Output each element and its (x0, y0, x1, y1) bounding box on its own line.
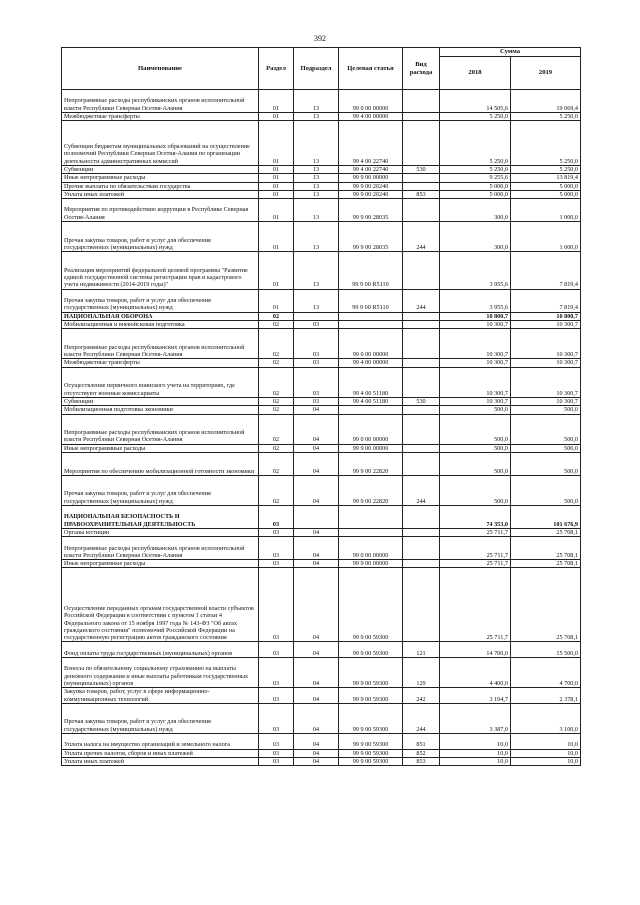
cell-name: Осуществление первичного воинского учета на территориях, где отсутствуют военные комиссариаты (62, 367, 259, 397)
cell-section: 01 (259, 112, 294, 120)
cell-sum-2019: 10 300,7 (511, 329, 581, 359)
cell-exp-type: 530 (403, 165, 440, 173)
cell-subsection: 04 (294, 568, 339, 642)
cell-name: Уплата иных платежей (62, 757, 259, 765)
cell-section: 03 (259, 703, 294, 733)
header-name: Наименование (62, 48, 259, 90)
table-row (62, 90, 581, 113)
cell-name: Прочие выплаты по обязательствам государства (62, 182, 259, 190)
cell-sum-2018: 5 250,0 (440, 165, 511, 173)
cell-target: 99 9 00 20240 (339, 190, 403, 198)
cell-target: 99 9 00 59300 (339, 757, 403, 765)
cell-sum-2019: 4 700,0 (511, 658, 581, 688)
cell-sum-2018: 14 505,6 (440, 90, 511, 113)
cell-name: Взносы по обязательному социальному страхованию на выплаты денежного содержания и иные выплаты работникам государственных (муниципальных) органов (62, 658, 259, 688)
cell-exp-type: 530 (403, 397, 440, 405)
cell-target: 99 9 00 28035 (339, 199, 403, 222)
cell-section: 02 (259, 312, 294, 320)
cell-sum-2019: 1 000,0 (511, 199, 581, 222)
cell-name: Мобилизационная подготовка экономики (62, 406, 259, 414)
cell-subsection: 04 (294, 757, 339, 765)
cell-sum-2018: 300,0 (440, 222, 511, 252)
cell-section: 02 (259, 367, 294, 397)
cell-sum-2019: 5 000,0 (511, 182, 581, 190)
cell-subsection (294, 312, 339, 320)
cell-sum-2019: 25 708,1 (511, 528, 581, 536)
table-row (62, 199, 581, 222)
cell-name: НАЦИОНАЛЬНАЯ БЕЗОПАСНОСТЬ И ПРАВООХРАНИТЕЛЬНАЯ ДЕЯТЕЛЬНОСТЬ (62, 506, 259, 529)
cell-section: 01 (259, 199, 294, 222)
cell-sum-2019: 500,0 (511, 452, 581, 475)
cell-target: 99 9 00 59300 (339, 734, 403, 750)
cell-target: 99 9 00 20240 (339, 182, 403, 190)
cell-exp-type (403, 199, 440, 222)
table-row (62, 222, 581, 252)
cell-sum-2018: 300,0 (440, 199, 511, 222)
cell-section: 03 (259, 688, 294, 704)
cell-target: 99 0 00 00000 (339, 329, 403, 359)
cell-subsection: 04 (294, 537, 339, 560)
cell-target: 99 4 00 22740 (339, 165, 403, 173)
cell-section: 01 (259, 182, 294, 190)
header-subsection: Подраздел (294, 48, 339, 90)
cell-sum-2018: 3 955,6 (440, 252, 511, 290)
table-row (62, 182, 581, 190)
cell-section: 01 (259, 252, 294, 290)
cell-sum-2019: 500,0 (511, 475, 581, 505)
table-row (62, 506, 581, 529)
cell-name: Непрограммные расходы республиканских органов исполнительной власти Республики Северная Осетия-Алания (62, 414, 259, 444)
header-section: Раздел (259, 48, 294, 90)
cell-sum-2019: 10,0 (511, 734, 581, 750)
cell-exp-type (403, 528, 440, 536)
cell-subsection: 13 (294, 182, 339, 190)
cell-name: Осуществление переданных органам государственной власти субъектов Российской Федерации в соответствии с пунктом 1 статьи 4 Федерального закона от 15 ноября 1997 года № 143-ФЗ "Об актах гражданского состояния" полномочий Российской Федерации на государственную регистрацию актов гражданского состояния (62, 568, 259, 642)
cell-exp-type: 121 (403, 642, 440, 658)
cell-target: 99 9 00 22820 (339, 475, 403, 505)
table-row (62, 444, 581, 452)
cell-exp-type: 852 (403, 749, 440, 757)
cell-sum-2018: 3 194,7 (440, 688, 511, 704)
cell-sum-2018: 25 711,7 (440, 560, 511, 568)
cell-exp-type: 851 (403, 734, 440, 750)
table-row (62, 528, 581, 536)
cell-section: 01 (259, 222, 294, 252)
cell-section: 03 (259, 658, 294, 688)
cell-sum-2019: 101 676,9 (511, 506, 581, 529)
cell-section: 02 (259, 320, 294, 328)
cell-name: Прочая закупка товаров, работ и услуг для обеспечения государственных (муниципальных) нужд (62, 703, 259, 733)
cell-subsection: 04 (294, 560, 339, 568)
table-row (62, 112, 581, 120)
cell-target (339, 528, 403, 536)
table-row (62, 537, 581, 560)
cell-sum-2019: 10,0 (511, 749, 581, 757)
cell-name: Прочая закупка товаров, работ и услуг для обеспечения государственных (муниципальных) нужд (62, 222, 259, 252)
table-row (62, 320, 581, 328)
cell-target: 99 9 00 59300 (339, 642, 403, 658)
cell-subsection: 04 (294, 749, 339, 757)
cell-subsection: 04 (294, 444, 339, 452)
cell-target: 99 9 00 59300 (339, 749, 403, 757)
cell-section: 03 (259, 757, 294, 765)
table-row (62, 703, 581, 733)
cell-sum-2018: 5 000,0 (440, 190, 511, 198)
cell-exp-type: 853 (403, 757, 440, 765)
table-row (62, 658, 581, 688)
cell-subsection: 13 (294, 222, 339, 252)
cell-sum-2018: 10 300,7 (440, 367, 511, 397)
cell-subsection: 13 (294, 252, 339, 290)
cell-target: 99 9 00 00000 (339, 560, 403, 568)
cell-sum-2019: 25 708,1 (511, 560, 581, 568)
cell-target: 99 9 00 R5110 (339, 252, 403, 290)
table-row (62, 475, 581, 505)
cell-section: 03 (259, 528, 294, 536)
cell-sum-2019: 10 300,7 (511, 397, 581, 405)
cell-subsection: 04 (294, 658, 339, 688)
cell-exp-type (403, 560, 440, 568)
cell-subsection: 04 (294, 452, 339, 475)
cell-name: Уплата иных платежей (62, 190, 259, 198)
cell-name: НАЦИОНАЛЬНАЯ ОБОРОНА (62, 312, 259, 320)
cell-subsection: 04 (294, 406, 339, 414)
table-row (62, 414, 581, 444)
cell-target: 99 9 00 59300 (339, 688, 403, 704)
cell-exp-type: 853 (403, 190, 440, 198)
cell-sum-2018: 9 255,6 (440, 174, 511, 182)
header-2019: 2019 (511, 57, 581, 90)
header-sum: Сумма (440, 48, 581, 57)
cell-sum-2019: 7 819,4 (511, 252, 581, 290)
cell-name: Межбюджетные трансферты (62, 359, 259, 367)
cell-section: 01 (259, 174, 294, 182)
cell-subsection: 04 (294, 528, 339, 536)
cell-sum-2018: 500,0 (440, 475, 511, 505)
cell-sum-2018: 500,0 (440, 444, 511, 452)
cell-section: 01 (259, 165, 294, 173)
cell-name: Прочая закупка товаров, работ и услуг для обеспечения государственных (муниципальных) нужд (62, 475, 259, 505)
cell-target (339, 320, 403, 328)
cell-section: 02 (259, 452, 294, 475)
table-row (62, 165, 581, 173)
table-row (62, 642, 581, 658)
cell-target: 99 4 00 51180 (339, 367, 403, 397)
header-2018: 2018 (440, 57, 511, 90)
cell-sum-2019: 500,0 (511, 414, 581, 444)
cell-subsection: 04 (294, 475, 339, 505)
cell-sum-2018: 3 387,0 (440, 703, 511, 733)
cell-subsection: 04 (294, 642, 339, 658)
cell-subsection: 03 (294, 329, 339, 359)
table-row (62, 252, 581, 290)
cell-name: Непрограммные расходы республиканских органов исполнительной власти Республики Северная Осетия-Алания (62, 537, 259, 560)
cell-sum-2018: 74 353,0 (440, 506, 511, 529)
cell-exp-type (403, 568, 440, 642)
cell-name: Мероприятия по противодействию коррупции в Республике Северная Осетия-Алания (62, 199, 259, 222)
cell-target: 99 9 00 22820 (339, 452, 403, 475)
cell-section: 03 (259, 749, 294, 757)
header-exp-type: Вид расхода (403, 48, 440, 90)
cell-name: Непрограммные расходы республиканских органов исполнительной власти Республики Северная Осетия-Алания (62, 329, 259, 359)
cell-sum-2018: 10 300,7 (440, 320, 511, 328)
cell-name: Субвенции бюджетам муниципальных образований на осуществление полномочий Республики Северная Осетия-Алания по организации деятельности административных комиссий (62, 121, 259, 166)
cell-sum-2019: 500,0 (511, 444, 581, 452)
cell-subsection (294, 506, 339, 529)
cell-subsection: 04 (294, 414, 339, 444)
cell-name: Иные непрограммные расходы (62, 174, 259, 182)
cell-sum-2019: 15 500,0 (511, 642, 581, 658)
table-row (62, 190, 581, 198)
cell-name: Уплата налога на имущество организаций и земельного налога (62, 734, 259, 750)
cell-name: Фонд оплаты труда государственных (муниципальных) органов (62, 642, 259, 658)
budget-table (61, 47, 581, 766)
table-row (62, 749, 581, 757)
cell-exp-type: 244 (403, 289, 440, 312)
cell-target: 99 0 00 00000 (339, 414, 403, 444)
cell-sum-2018: 3 955,6 (440, 289, 511, 312)
cell-sum-2018: 4 400,0 (440, 658, 511, 688)
cell-exp-type (403, 90, 440, 113)
cell-exp-type (403, 367, 440, 397)
cell-sum-2018: 14 700,0 (440, 642, 511, 658)
cell-exp-type (403, 537, 440, 560)
table-row (62, 757, 581, 765)
cell-exp-type (403, 506, 440, 529)
cell-section: 01 (259, 190, 294, 198)
cell-target: 99 9 00 59300 (339, 568, 403, 642)
cell-exp-type (403, 414, 440, 444)
cell-subsection: 04 (294, 688, 339, 704)
cell-sum-2019: 7 819,4 (511, 289, 581, 312)
cell-exp-type (403, 252, 440, 290)
cell-sum-2018: 25 711,7 (440, 537, 511, 560)
cell-name: Межбюджетные трансферты (62, 112, 259, 120)
cell-sum-2019: 5 000,0 (511, 190, 581, 198)
cell-exp-type: 242 (403, 688, 440, 704)
cell-exp-type: 129 (403, 658, 440, 688)
cell-name: Иные непрограммные расходы (62, 444, 259, 452)
table-row (62, 452, 581, 475)
cell-sum-2018: 500,0 (440, 414, 511, 444)
cell-subsection: 13 (294, 190, 339, 198)
cell-exp-type (403, 174, 440, 182)
cell-name: Мероприятия по обеспечению мобилизационной готовности экономики (62, 452, 259, 475)
cell-name: Органы юстиции (62, 528, 259, 536)
cell-section: 03 (259, 568, 294, 642)
cell-exp-type: 244 (403, 222, 440, 252)
cell-sum-2019: 13 819,4 (511, 174, 581, 182)
cell-sum-2018: 5 250,0 (440, 121, 511, 166)
table-row (62, 121, 581, 166)
cell-exp-type: 244 (403, 475, 440, 505)
cell-name: Реализация мероприятий федеральной целевой программы "Развитие единой государственной системы регистрации прав и кадастрового учета недвижимости (2014-2019 годы)" (62, 252, 259, 290)
cell-section: 02 (259, 475, 294, 505)
cell-sum-2019: 5 250,0 (511, 165, 581, 173)
cell-name: Субвенции (62, 165, 259, 173)
cell-exp-type (403, 329, 440, 359)
cell-exp-type: 244 (403, 703, 440, 733)
cell-target: 99 4 00 00000 (339, 359, 403, 367)
cell-section: 03 (259, 537, 294, 560)
cell-sum-2018: 10 300,7 (440, 359, 511, 367)
cell-section: 01 (259, 90, 294, 113)
table-body (62, 90, 581, 766)
cell-sum-2018: 10 300,7 (440, 397, 511, 405)
cell-exp-type (403, 312, 440, 320)
cell-target: 99 9 00 59300 (339, 658, 403, 688)
cell-target: 99 0 00 00000 (339, 90, 403, 113)
cell-section: 02 (259, 397, 294, 405)
cell-subsection: 04 (294, 734, 339, 750)
cell-name: Иные непрограммные расходы (62, 560, 259, 568)
cell-exp-type (403, 359, 440, 367)
cell-sum-2019: 10,0 (511, 757, 581, 765)
cell-target: 99 4 00 51180 (339, 397, 403, 405)
cell-target: 99 0 00 00000 (339, 537, 403, 560)
cell-section: 01 (259, 121, 294, 166)
cell-section: 02 (259, 329, 294, 359)
table-row (62, 560, 581, 568)
cell-section: 02 (259, 444, 294, 452)
cell-subsection: 04 (294, 703, 339, 733)
table-row (62, 688, 581, 704)
cell-target: 99 9 00 28035 (339, 222, 403, 252)
cell-sum-2018: 5 250,0 (440, 112, 511, 120)
cell-subsection: 03 (294, 367, 339, 397)
table-row (62, 568, 581, 642)
cell-name: Уплата прочих налогов, сборов и иных платежей (62, 749, 259, 757)
cell-target (339, 506, 403, 529)
table-row (62, 359, 581, 367)
cell-name: Субвенции (62, 397, 259, 405)
table-row (62, 734, 581, 750)
table-row (62, 406, 581, 414)
cell-subsection: 03 (294, 397, 339, 405)
cell-target: 99 9 00 00000 (339, 174, 403, 182)
cell-section: 02 (259, 406, 294, 414)
cell-sum-2019: 2 378,1 (511, 688, 581, 704)
cell-section: 03 (259, 734, 294, 750)
table-row (62, 289, 581, 312)
cell-name: Мобилизационная и вневойсковая подготовка (62, 320, 259, 328)
cell-sum-2019: 25 708,1 (511, 537, 581, 560)
cell-sum-2019: 3 100,0 (511, 703, 581, 733)
table-row (62, 329, 581, 359)
cell-section: 03 (259, 560, 294, 568)
cell-sum-2018: 10 300,7 (440, 329, 511, 359)
cell-section: 03 (259, 506, 294, 529)
cell-subsection: 13 (294, 165, 339, 173)
cell-section: 01 (259, 289, 294, 312)
cell-exp-type (403, 444, 440, 452)
cell-target: 99 9 00 00000 (339, 444, 403, 452)
cell-sum-2019: 10 800,7 (511, 312, 581, 320)
cell-exp-type (403, 406, 440, 414)
cell-sum-2018: 25 711,7 (440, 568, 511, 642)
cell-subsection: 13 (294, 121, 339, 166)
cell-target: 99 9 00 59300 (339, 703, 403, 733)
cell-sum-2019: 19 069,4 (511, 90, 581, 113)
cell-sum-2019: 5 250,0 (511, 112, 581, 120)
cell-sum-2019: 25 708,1 (511, 568, 581, 642)
cell-subsection: 13 (294, 112, 339, 120)
cell-exp-type (403, 112, 440, 120)
cell-exp-type (403, 121, 440, 166)
cell-sum-2018: 5 000,0 (440, 182, 511, 190)
cell-name: Закупка товаров, работ, услуг в сфере информационно-коммуникационных технологий (62, 688, 259, 704)
cell-subsection: 03 (294, 359, 339, 367)
cell-sum-2018: 10,0 (440, 734, 511, 750)
cell-sum-2018: 10,0 (440, 757, 511, 765)
cell-sum-2018: 25 711,7 (440, 528, 511, 536)
cell-subsection: 13 (294, 174, 339, 182)
cell-section: 02 (259, 359, 294, 367)
header-target: Целевая статья (339, 48, 403, 90)
cell-exp-type (403, 452, 440, 475)
page-number: 392 (314, 34, 326, 43)
cell-target (339, 406, 403, 414)
cell-subsection: 13 (294, 289, 339, 312)
cell-target: 99 4 00 22740 (339, 121, 403, 166)
cell-target: 99 9 00 R5110 (339, 289, 403, 312)
cell-target: 99 4 00 00000 (339, 112, 403, 120)
cell-sum-2018: 10,0 (440, 749, 511, 757)
cell-exp-type (403, 320, 440, 328)
table-row (62, 367, 581, 397)
cell-sum-2019: 10 300,7 (511, 367, 581, 397)
table-row (62, 397, 581, 405)
cell-sum-2019: 10 300,7 (511, 359, 581, 367)
cell-section: 03 (259, 642, 294, 658)
cell-sum-2018: 10 800,7 (440, 312, 511, 320)
cell-target (339, 312, 403, 320)
cell-section: 02 (259, 414, 294, 444)
cell-name: Прочая закупка товаров, работ и услуг для обеспечения государственных (муниципальных) нужд (62, 289, 259, 312)
cell-sum-2018: 500,0 (440, 406, 511, 414)
cell-sum-2019: 500,0 (511, 406, 581, 414)
cell-sum-2019: 1 000,0 (511, 222, 581, 252)
cell-sum-2018: 500,0 (440, 452, 511, 475)
cell-subsection: 03 (294, 320, 339, 328)
cell-subsection: 13 (294, 199, 339, 222)
cell-sum-2019: 10 300,7 (511, 320, 581, 328)
cell-subsection: 13 (294, 90, 339, 113)
cell-name: Непрограммные расходы республиканских органов исполнительной власти Республики Северная Осетия-Алания (62, 90, 259, 113)
table-row (62, 174, 581, 182)
cell-exp-type (403, 182, 440, 190)
cell-sum-2019: 5 250,0 (511, 121, 581, 166)
table-row (62, 312, 581, 320)
